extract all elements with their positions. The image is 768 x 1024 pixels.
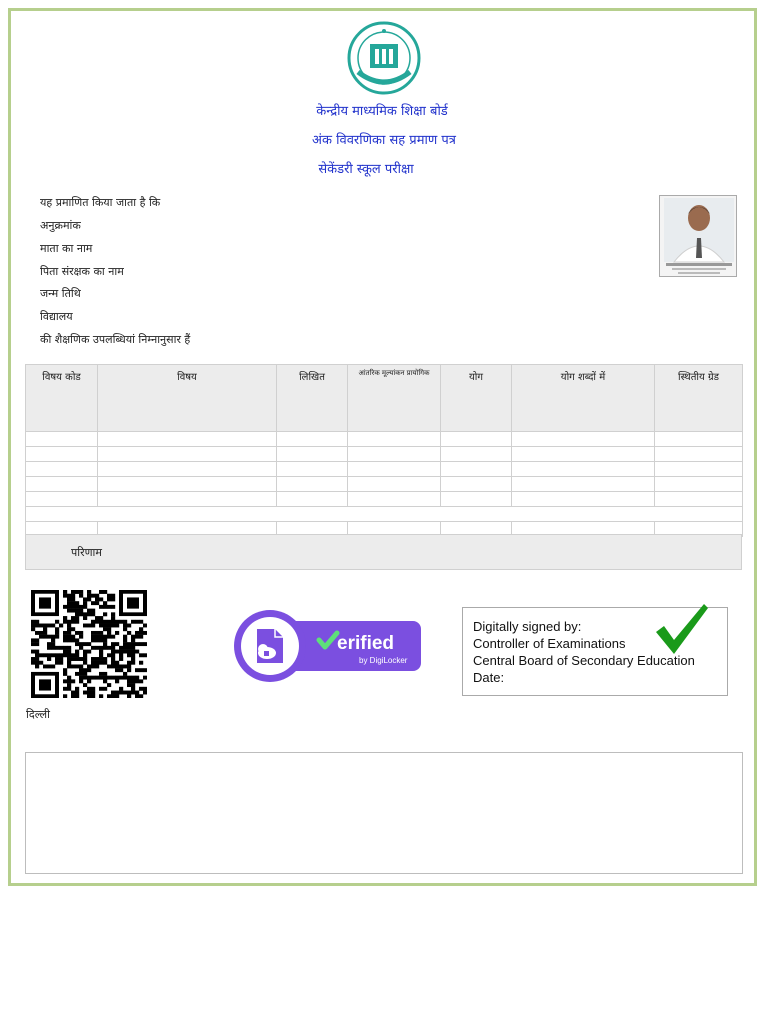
table-row <box>26 477 743 492</box>
badge-verified-text: erified <box>337 633 395 654</box>
column-header: विषय कोड <box>26 365 98 432</box>
roll-no-label: अनुक्रमांक <box>40 219 81 232</box>
father-name-label: पिता संरक्षक का नाम <box>40 265 124 278</box>
student-photo <box>659 195 737 277</box>
result-label: परिणाम <box>71 546 102 559</box>
badge-digilocker-text: by DigiLocker <box>359 656 408 665</box>
remarks-box <box>25 752 743 874</box>
dob-label: जन्म तिथि <box>40 287 81 300</box>
board-name: केन्द्रीय माध्यमिक शिक्षा बोर्ड <box>316 104 448 119</box>
column-header: लिखित <box>277 365 348 432</box>
document-title: अंक विवरणिका सह प्रमाण पत्र <box>312 133 456 148</box>
table-row <box>26 492 743 507</box>
school-label: विद्यालय <box>40 310 73 323</box>
signature-line: Central Board of Secondary Education <box>473 653 695 668</box>
result-row <box>25 534 742 570</box>
column-header: आंतरिक मूल्यांकन प्रायोगिक <box>348 365 441 432</box>
signature-line: Digitally signed by: <box>473 619 582 634</box>
table-row <box>26 462 743 477</box>
city-label: दिल्ली <box>26 708 50 721</box>
achievements-text: की शैक्षणिक उपलब्धियां निम्नानुसार हैं <box>40 333 191 346</box>
cbse-logo-icon <box>346 20 422 96</box>
table-row <box>26 447 743 462</box>
signature-line: Controller of Examinations <box>473 636 626 651</box>
marks-table <box>25 364 743 537</box>
column-header: स्थितीय ग्रेड <box>655 365 743 432</box>
qr-code-icon <box>31 590 147 698</box>
column-header: योग शब्दों में <box>512 365 655 432</box>
mother-name-label: माता का नाम <box>40 242 93 255</box>
column-header: योग <box>441 365 512 432</box>
certify-text: यह प्रमाणित किया जाता है कि <box>40 196 161 209</box>
checkmark-icon <box>652 600 710 658</box>
table-header-row <box>26 365 743 432</box>
exam-name: सेकेंडरी स्कूल परीक्षा <box>318 162 414 177</box>
digilocker-verified-badge <box>233 609 423 683</box>
column-header: विषय <box>98 365 277 432</box>
table-row <box>26 432 743 447</box>
signature-line: Date: <box>473 670 505 685</box>
table-row <box>26 507 743 522</box>
